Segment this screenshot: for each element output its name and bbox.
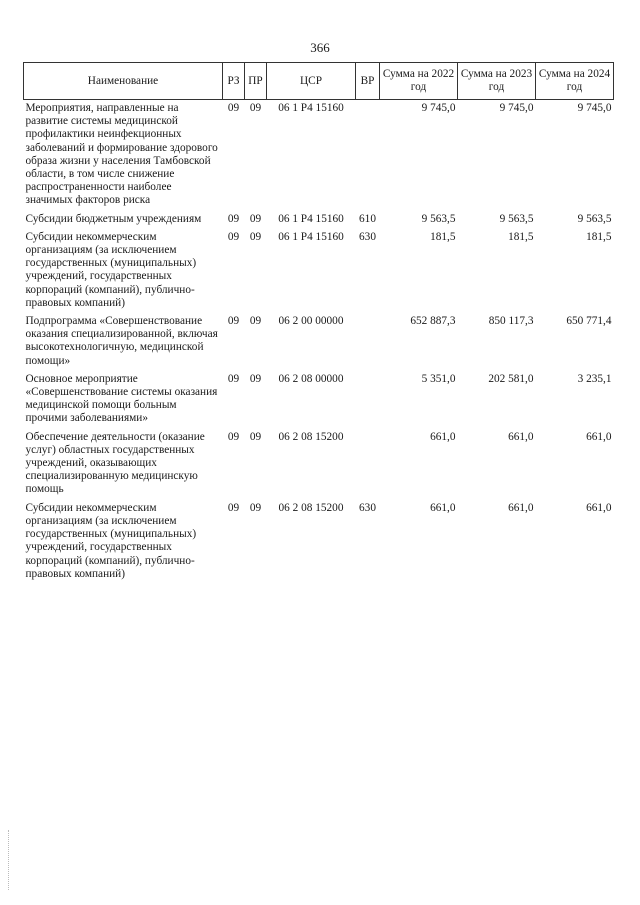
header-sum-2022: Сумма на 2022 год: [380, 63, 458, 100]
header-vr: ВР: [356, 63, 380, 100]
row-pr: 09: [249, 315, 262, 328]
row-sum-2022: 661,0: [430, 430, 456, 443]
row-sum-2023: 9 745,0: [499, 102, 534, 114]
row-sum-2022: 652 887,3: [410, 315, 456, 328]
header-name: Наименование: [24, 63, 223, 100]
row-sum-2022: 661,0: [430, 501, 456, 514]
row-sum-2023: 661,0: [508, 430, 534, 443]
header-csr: ЦСР: [267, 63, 356, 100]
header-rz: РЗ: [223, 63, 245, 100]
row-name: Обеспечение деятельности (оказание услуг) областных государственных учреждений, оказывающих специализированную медицинскую помощь: [25, 430, 205, 496]
budget-table: [23, 62, 614, 584]
row-rz: 09: [227, 430, 240, 443]
scan-margin-line: [8, 830, 10, 890]
row-pr: 09: [249, 102, 262, 114]
row-name: Субсидии бюджетным учреждениям: [25, 212, 202, 225]
row-vr: 630: [359, 230, 376, 243]
row-sum-2024: 9 745,0: [577, 102, 612, 114]
row-vr: [356, 100, 380, 211]
row-sum-2023: 202 581,0: [488, 372, 534, 385]
row-vr: 610: [359, 212, 376, 225]
row-pr: 09: [249, 372, 262, 385]
row-sum-2024: 9 563,5: [577, 212, 612, 225]
row-sum-2022: 9 745,0: [421, 102, 456, 114]
row-csr: 06 2 08 00000: [278, 372, 344, 385]
row-rz: 09: [227, 230, 240, 243]
table-row: [24, 211, 614, 229]
row-name: Основное мероприятие «Совершенствование системы оказания медицинской помощи больным прочими заболеваниями»: [25, 372, 218, 425]
table-row: [24, 429, 614, 500]
row-vr: [356, 429, 380, 500]
row-csr: 06 2 08 15200: [278, 501, 344, 514]
header-sum-2023: Сумма на 2023 год: [458, 63, 536, 100]
row-sum-2024: 661,0: [586, 501, 612, 514]
row-sum-2022: 9 563,5: [421, 212, 456, 225]
row-sum-2023: 9 563,5: [499, 212, 534, 225]
row-sum-2023: 850 117,3: [488, 315, 534, 328]
row-rz: 09: [227, 372, 240, 385]
row-sum-2024: 3 235,1: [577, 372, 612, 385]
row-pr: 09: [249, 501, 262, 514]
row-name: Субсидии некоммерческим организациям (за исключением государственных (муниципальных) учреждений, государственных корпораций (компаний), публично-правовых компаний): [25, 501, 197, 580]
row-csr: 06 2 08 15200: [278, 430, 344, 443]
row-vr: 630: [359, 501, 376, 514]
row-rz: 09: [227, 102, 240, 114]
row-sum-2023: 181,5: [508, 230, 534, 243]
row-rz: 09: [227, 315, 240, 328]
table-header-row: [24, 63, 614, 100]
row-csr: 06 1 Р4 15160: [278, 102, 344, 114]
header-pr: ПР: [245, 63, 267, 100]
row-sum-2024: 661,0: [586, 430, 612, 443]
row-rz: 09: [227, 501, 240, 514]
row-csr: 06 2 00 00000: [278, 315, 344, 328]
row-pr: 09: [249, 212, 262, 225]
row-sum-2023: 661,0: [508, 501, 534, 514]
table-row: [24, 229, 614, 313]
header-sum-2024: Сумма на 2024 год: [536, 63, 614, 100]
row-csr: 06 1 Р4 15160: [278, 230, 344, 243]
table-row: [24, 313, 614, 371]
table-row: [24, 371, 614, 429]
row-pr: 09: [249, 230, 262, 243]
page-number: 366: [310, 40, 330, 55]
table-row: [24, 100, 614, 211]
row-csr: 06 1 Р4 15160: [278, 212, 344, 225]
row-sum-2024: 181,5: [586, 230, 612, 243]
row-sum-2022: 181,5: [430, 230, 456, 243]
row-name: Мероприятия, направленные на развитие системы медицинской профилактики неинфекционных заболеваний и формирование здорового образа жизни у населения Тамбовской области, в том числе снижение распространенности наиболее значимых факторов риска: [25, 102, 218, 207]
row-vr: [356, 371, 380, 429]
row-rz: 09: [227, 212, 240, 225]
row-sum-2022: 5 351,0: [421, 372, 456, 385]
row-name: Субсидии некоммерческим организациям (за исключением государственных (муниципальных) учреждений, государственных корпораций (компаний), публично-правовых компаний): [25, 230, 197, 309]
row-vr: [356, 313, 380, 371]
row-pr: 09: [249, 430, 262, 443]
row-sum-2024: 650 771,4: [566, 315, 612, 328]
table-row: [24, 500, 614, 584]
row-name: Подпрограмма «Совершенствование оказания специализированной, включая высокотехнологичную, медицинской помощи»: [25, 315, 218, 367]
